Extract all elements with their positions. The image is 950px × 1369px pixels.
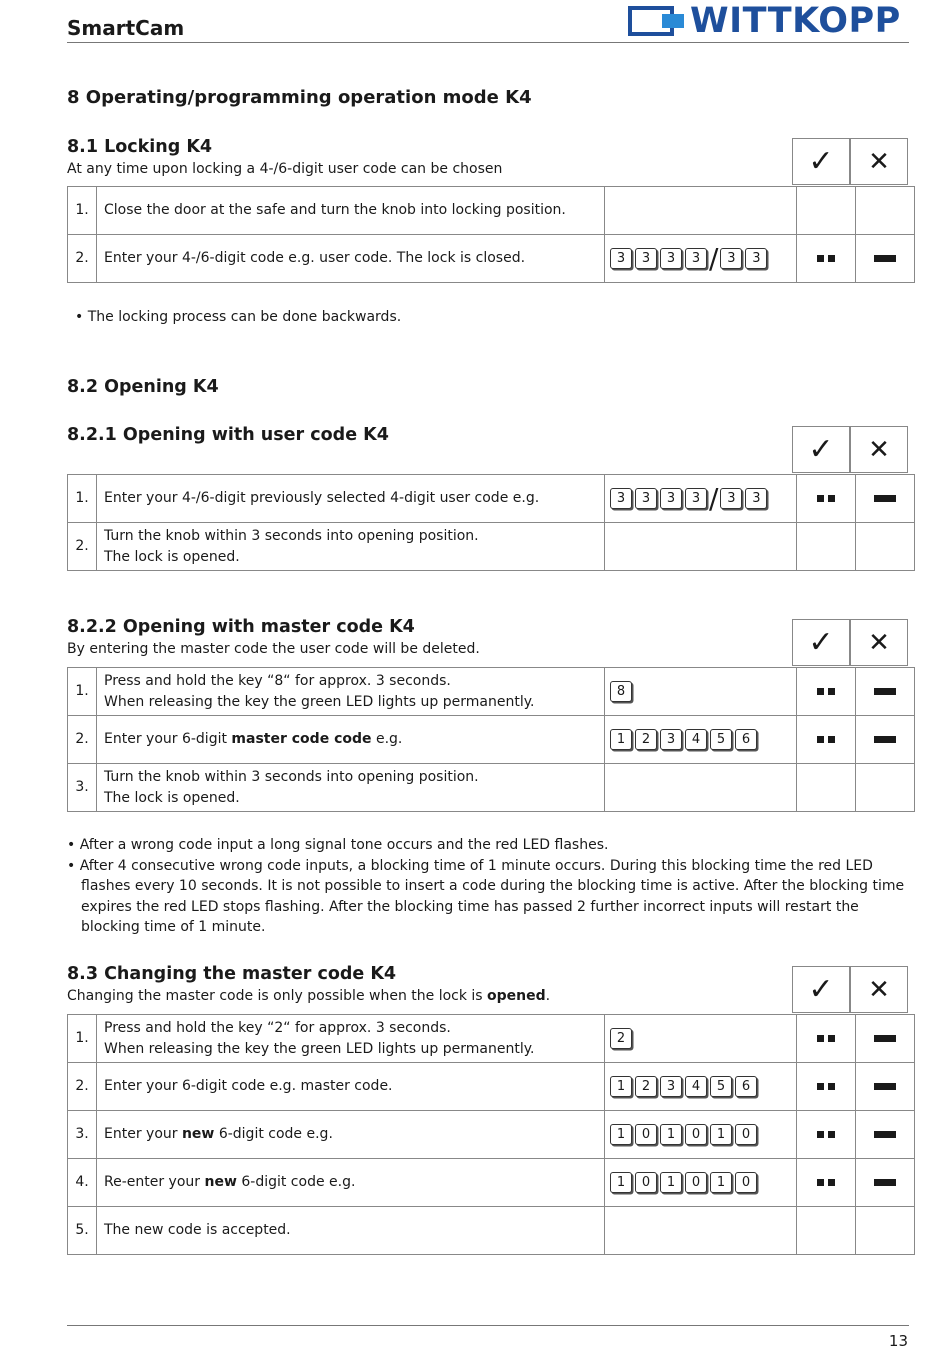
keypad-sequence <box>610 1172 796 1193</box>
double-short-signal-icon <box>817 736 835 743</box>
header-title: SmartCam <box>67 16 185 40</box>
key-icon: 0 <box>735 1172 757 1193</box>
step-keys <box>605 1063 797 1111</box>
signal-ok-cell <box>797 523 856 571</box>
table-row <box>68 1015 915 1063</box>
step-text: Close the door at the safe and turn the knob into locking position. <box>97 187 605 235</box>
step-keys <box>605 764 797 812</box>
step-text-line: Press and hold the key “2“ for approx. 3 seconds. <box>104 1020 451 1036</box>
key-icon: 0 <box>635 1172 657 1193</box>
key-icon: 6 <box>735 729 757 750</box>
slash-separator: / <box>709 241 719 275</box>
section-8-2-2-subtitle: By entering the master code the user code will be deleted. <box>67 641 480 657</box>
signal-ok-cell <box>797 716 856 764</box>
step-keys <box>605 1111 797 1159</box>
table-row <box>68 1111 915 1159</box>
header-cross-cell <box>850 426 908 473</box>
steps-table-8-2-2 <box>67 667 915 812</box>
double-short-signal-icon <box>817 1179 835 1186</box>
step-text: Enter your 4-/6-digit previously selected 4-digit user code e.g. <box>97 475 605 523</box>
cross-icon: ✕ <box>868 627 890 658</box>
key-icon: 5 <box>710 729 732 750</box>
key-icon: 3 <box>685 248 707 269</box>
step-text-line: When releasing the key the green LED lights up permanently. <box>104 1040 535 1057</box>
step-text <box>97 716 605 764</box>
key-icon: 2 <box>635 1076 657 1097</box>
page-number: 13 <box>888 1332 908 1350</box>
check-icon: ✓ <box>808 143 834 179</box>
key-icon: 1 <box>710 1172 732 1193</box>
step-keys <box>605 716 797 764</box>
key-icon: 0 <box>685 1172 707 1193</box>
key-icon: 3 <box>635 248 657 269</box>
key-icon: 2 <box>635 729 657 750</box>
steps-table-8-3 <box>67 1014 915 1255</box>
double-short-signal-icon <box>817 1083 835 1090</box>
step-keys <box>605 1159 797 1207</box>
section-8-1-title: 8.1 Locking K4 <box>67 137 213 157</box>
keypad-sequence <box>610 729 796 750</box>
note-item: • After 4 consecutive wrong code inputs, a blocking time of 1 minute occurs. During this blocking time the red LED flashes every 10 seconds. It is not possible to insert a code during the blocking time is active. After the blocking time expires the red LED stops flashing. After the blocking time has passed 2 further incorrect inputs will restart the blocking time of 1 minute. <box>67 857 905 935</box>
signal-error-cell <box>856 475 915 523</box>
key-icon: 3 <box>610 488 632 509</box>
header-check-cell <box>792 426 850 473</box>
key-icon: 4 <box>685 1076 707 1097</box>
section-8-2-1-title: 8.2.1 Opening with user code K4 <box>67 425 389 445</box>
long-signal-icon <box>874 688 896 695</box>
key-icon: 1 <box>610 729 632 750</box>
double-short-signal-icon <box>817 688 835 695</box>
step-text-emphasis: master code code <box>231 731 372 748</box>
check-icon: ✓ <box>808 971 834 1007</box>
step-text-line: When releasing the key the green LED lights up permanently. <box>104 693 535 710</box>
step-text <box>97 668 605 716</box>
table-row <box>68 764 915 812</box>
subtitle-emphasis: opened <box>487 988 546 1004</box>
table-row <box>68 523 915 571</box>
section-8-2-2-title: 8.2.2 Opening with master code K4 <box>67 617 415 637</box>
keypad-sequence <box>610 1124 796 1145</box>
double-short-signal-icon <box>817 1131 835 1138</box>
header-divider <box>67 42 909 43</box>
header-cross-cell <box>850 138 908 185</box>
key-icon: 3 <box>745 488 767 509</box>
double-short-signal-icon <box>817 495 835 502</box>
key-icon: 3 <box>745 248 767 269</box>
signal-ok-cell <box>797 235 856 283</box>
key-icon: 1 <box>660 1172 682 1193</box>
step-text <box>97 1159 605 1207</box>
header-cross-cell <box>850 619 908 666</box>
signal-error-cell <box>856 1159 915 1207</box>
step-text <box>97 523 605 571</box>
header-check-cell <box>792 619 850 666</box>
key-icon: 0 <box>635 1124 657 1145</box>
key-icon: 1 <box>610 1172 632 1193</box>
signal-error-cell <box>856 1207 915 1255</box>
key-icon: 0 <box>735 1124 757 1145</box>
steps-table-8-2-1 <box>67 474 915 571</box>
header-check-cell <box>792 966 850 1013</box>
keypad-sequence <box>610 1028 796 1049</box>
step-text-emphasis: new <box>204 1174 237 1191</box>
key-icon: 1 <box>660 1124 682 1145</box>
long-signal-icon <box>874 1179 896 1186</box>
step-number: 1. <box>68 475 97 523</box>
table-row <box>68 668 915 716</box>
step-text: Enter your 4-/6-digit code e.g. user code. The lock is closed. <box>97 235 605 283</box>
key-icon: 3 <box>660 1076 682 1097</box>
cross-icon: ✕ <box>868 974 890 1005</box>
cross-icon: ✕ <box>868 146 890 177</box>
key-icon: 3 <box>685 488 707 509</box>
key-icon: 1 <box>610 1076 632 1097</box>
step-text-line: Turn the knob within 3 seconds into opening position. <box>104 769 479 785</box>
step-text-part: Re-enter your <box>104 1174 205 1191</box>
subtitle-part: . <box>545 988 551 1004</box>
signal-ok-cell <box>797 1207 856 1255</box>
signal-error-cell <box>856 235 915 283</box>
long-signal-icon <box>874 495 896 502</box>
key-icon: 3 <box>610 248 632 269</box>
footer-divider <box>67 1325 909 1326</box>
section-8-2-title: 8.2 Opening K4 <box>67 377 219 397</box>
signal-ok-cell <box>797 187 856 235</box>
signal-error-cell <box>856 1063 915 1111</box>
key-icon: 3 <box>660 248 682 269</box>
key-icon: 3 <box>720 488 742 509</box>
step-text <box>97 1015 605 1063</box>
step-text-part: Enter your 6-digit <box>104 731 232 748</box>
key-icon: 3 <box>720 248 742 269</box>
signal-error-cell <box>856 764 915 812</box>
signal-ok-cell <box>797 668 856 716</box>
subtitle-part: Changing the master code is only possible when the lock is <box>67 988 488 1004</box>
signal-error-cell <box>856 668 915 716</box>
step-text-part: e.g. <box>371 731 403 748</box>
table-row <box>68 235 915 283</box>
step-text <box>97 764 605 812</box>
step-text-line: Press and hold the key “8“ for approx. 3 seconds. <box>104 673 451 689</box>
step-number: 2. <box>68 1063 97 1111</box>
key-icon: 6 <box>735 1076 757 1097</box>
step-number: 5. <box>68 1207 97 1255</box>
double-short-signal-icon <box>817 255 835 262</box>
table-row <box>68 1159 915 1207</box>
step-keys <box>605 1015 797 1063</box>
step-text: Enter your 6-digit code e.g. master code. <box>97 1063 605 1111</box>
signal-ok-cell <box>797 1111 856 1159</box>
step-keys <box>605 187 797 235</box>
step-number: 1. <box>68 668 97 716</box>
key-icon: 3 <box>660 729 682 750</box>
step-text <box>97 1111 605 1159</box>
long-signal-icon <box>874 255 896 262</box>
long-signal-icon <box>874 736 896 743</box>
step-keys <box>605 668 797 716</box>
cross-icon: ✕ <box>868 434 890 465</box>
key-icon: 2 <box>610 1028 632 1049</box>
step-number: 1. <box>68 1015 97 1063</box>
section-8-3-title: 8.3 Changing the master code K4 <box>67 964 397 984</box>
notes-8-2-2 <box>67 835 909 938</box>
check-icon: ✓ <box>808 431 834 467</box>
key-icon: 5 <box>710 1076 732 1097</box>
wittkopp-logo <box>628 1 901 41</box>
key-icon: 1 <box>710 1124 732 1145</box>
keypad-sequence <box>610 1076 796 1097</box>
keypad-sequence <box>610 241 796 275</box>
keypad-sequence <box>610 481 796 515</box>
key-icon: 3 <box>660 488 682 509</box>
step-number: 3. <box>68 764 97 812</box>
signal-error-cell <box>856 523 915 571</box>
signal-error-cell <box>856 187 915 235</box>
step-text-line: The lock is opened. <box>104 789 240 806</box>
table-row <box>68 716 915 764</box>
note-item: • After a wrong code input a long signal tone occurs and the red LED flashes. <box>67 837 609 853</box>
signal-error-cell <box>856 1015 915 1063</box>
section-8-1-subtitle: At any time upon locking a 4-/6-digit user code can be chosen <box>67 161 503 177</box>
step-number: 2. <box>68 235 97 283</box>
header-cross-cell <box>850 966 908 1013</box>
signal-ok-cell <box>797 1015 856 1063</box>
table-row <box>68 187 915 235</box>
step-keys <box>605 523 797 571</box>
check-icon: ✓ <box>808 624 834 660</box>
table-row <box>68 1063 915 1111</box>
step-text-part: 6-digit code e.g. <box>236 1174 356 1191</box>
step-text-part: Enter your <box>104 1126 182 1143</box>
keypad-sequence <box>610 681 796 702</box>
table-row <box>68 475 915 523</box>
long-signal-icon <box>874 1131 896 1138</box>
step-text: The new code is accepted. <box>97 1207 605 1255</box>
key-icon: 4 <box>685 729 707 750</box>
step-text-line: The lock is opened. <box>104 548 240 565</box>
header-check-cell <box>792 138 850 185</box>
step-number: 4. <box>68 1159 97 1207</box>
signal-error-cell <box>856 1111 915 1159</box>
signal-ok-cell <box>797 764 856 812</box>
key-icon: 0 <box>685 1124 707 1145</box>
logo-mark-icon <box>628 6 686 36</box>
step-text-part: 6-digit code e.g. <box>214 1126 333 1143</box>
signal-ok-cell <box>797 1159 856 1207</box>
step-number: 1. <box>68 187 97 235</box>
long-signal-icon <box>874 1083 896 1090</box>
signal-ok-cell <box>797 1063 856 1111</box>
step-text-emphasis: new <box>181 1126 215 1143</box>
table-row <box>68 1207 915 1255</box>
signal-error-cell <box>856 716 915 764</box>
step-number: 2. <box>68 523 97 571</box>
step-keys <box>605 235 797 283</box>
step-text-line: Turn the knob within 3 seconds into opening position. <box>104 528 479 544</box>
note-8-1: • The locking process can be done backwards. <box>75 309 402 325</box>
step-number: 3. <box>68 1111 97 1159</box>
step-keys <box>605 475 797 523</box>
key-icon: 1 <box>610 1124 632 1145</box>
section-8-title: 8 Operating/programming operation mode K4 <box>67 87 532 108</box>
logo-text: WITTKOPP <box>690 1 901 41</box>
step-keys <box>605 1207 797 1255</box>
long-signal-icon <box>874 1035 896 1042</box>
key-icon: 3 <box>635 488 657 509</box>
section-8-3-subtitle <box>67 987 550 1005</box>
steps-table-8-1 <box>67 186 915 283</box>
signal-ok-cell <box>797 475 856 523</box>
double-short-signal-icon <box>817 1035 835 1042</box>
key-icon: 8 <box>610 681 632 702</box>
slash-separator: / <box>709 481 719 515</box>
step-number: 2. <box>68 716 97 764</box>
